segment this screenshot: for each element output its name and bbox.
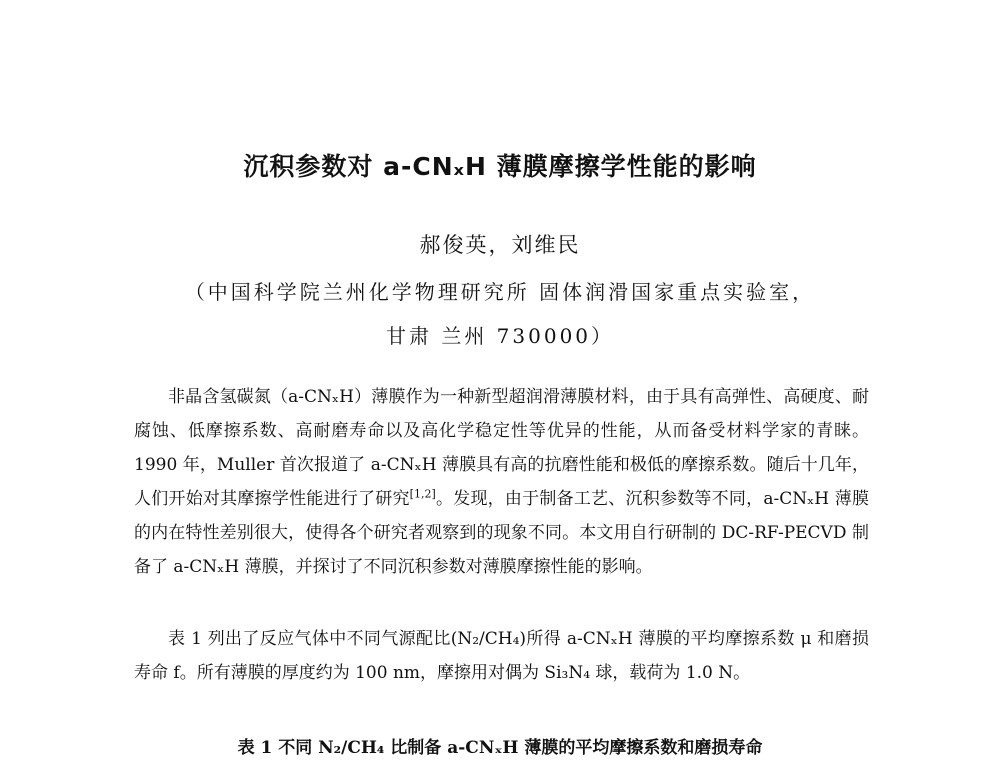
paragraph-1-text-a: 非晶含氢碳氮（a-CNₓH）薄膜作为一种新型超润滑薄膜材料，由于具有高弹性、高硬度、耐腐蚀、低摩擦系数、高耐磨寿命以及高化学稳定性等优异的性能，从而备受材料学家的青睐。1990 年，Muller 首次报道了 a-CNₓH 薄膜具有高的抗磨性能和极低的摩擦系数。随后十几年，人们开始对其摩擦学性能进行了研究 <box>134 387 869 509</box>
affiliation-line-2: 甘肃 兰州 730000） <box>385 324 615 348</box>
paragraph-1-text-b: 。发现，由于制备工艺、沉积参数等不同，a-CNₓH 薄膜的内在特性差别很大，使得各个研究者观察到的现象不同。本文用自行研制的 DC-RF-PECVD 制备了 a-CNₓH 薄膜，并探讨了不同沉积参数对薄膜摩擦性能的影响。 <box>134 489 869 577</box>
paragraph-1 <box>134 380 869 584</box>
paper-title: 沉积参数对 a-CNₓH 薄膜摩擦学性能的影响 <box>243 152 757 181</box>
table-1-caption: 表 1 不同 N₂/CH₄ 比制备 a-CNₓH 薄膜的平均摩擦系数和磨损寿命 <box>237 738 763 758</box>
authors: 郝俊英，刘维民 <box>419 233 581 257</box>
affiliation-line-1: （中国科学院兰州化学物理研究所 固体润滑国家重点实验室， <box>184 280 816 304</box>
paragraph-2: 表 1 列出了反应气体中不同气源配比(N₂/CH₄)所得 a-CNₓH 薄膜的平均摩擦系数 μ 和磨损寿命 f。所有薄膜的厚度约为 100 nm，摩擦用对偶为 Si₃N₄ 球，载荷为 1.0 N。 <box>134 629 869 683</box>
citation-1-2: [1,2] <box>409 487 436 501</box>
